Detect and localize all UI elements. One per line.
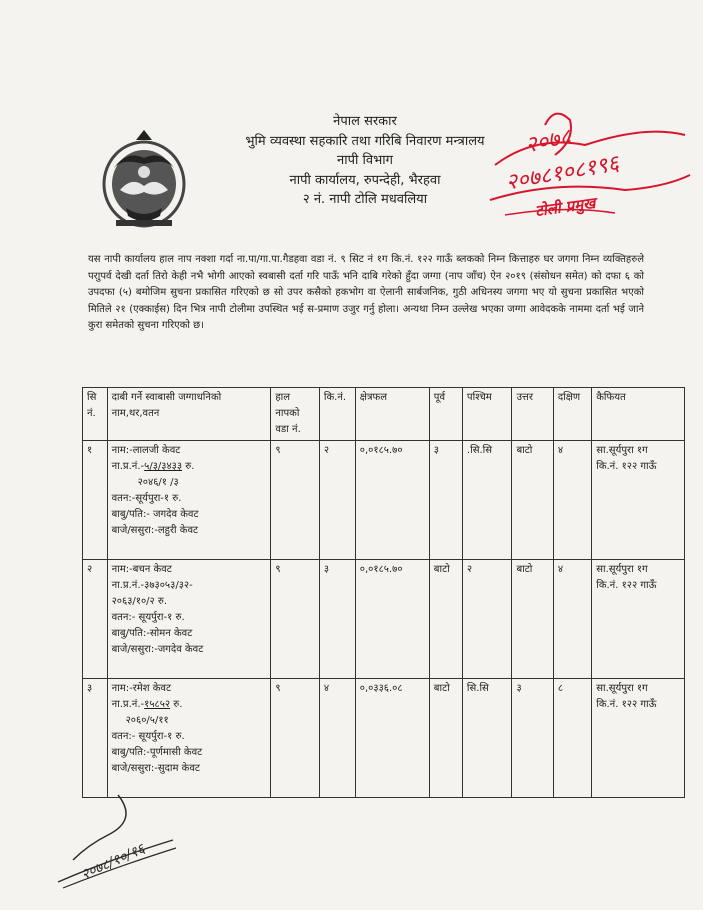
cell-area: ०,०१८५.७०: [355, 441, 429, 560]
notice-paragraph: यस नापी कार्यालय हाल नाप नक्शा गर्दा ना.पा/गा.पा.गैडहवा वडा नं. ९ सिट नं १ग कि.नं. १२२ गाऊँ ब्लकको निम्न कित्ताहरु घर जगगा निम्न व्यक्तिहरुले पराुपर्व देखी दर्ता तिरो केही नभै भोगी आएको स्वबासी दर्ता गरि पाऊँ भनि दाबि गरेको हुँदा जग्गा (नाप जाँच) ऐन २०१९ (संसोधन समेत) को दफा ६ को उपदफा (५) बमोजिम सुचना प्रकासित गरिएको छ सो उपर कसैको हकभोग वा ऐलानी सार्बजनिक, गुठी अधिनस्य जगगा भए यो सुचना प्रकासित भएको मितिले २१ (एक्काईस) दिन भित्र नापी टोलीमा उपस्थित भई स-प्रमाण उजुर गर्नु होला। अन्यथा निम्न उल्लेख भएका जग्गा आवेदकके नाममा दर्ता भई जाने कुरा समेतको सुचना गरिएको छ।: [88, 254, 644, 331]
cell-kitta: ४: [319, 679, 355, 798]
citizenship-date: २०६३/१०/२ रु.: [111, 596, 168, 607]
signature-date: २०७८१०८१९६: [503, 151, 621, 196]
citizenship-no: [112, 697, 267, 713]
header-ward: हाल नापको वडा नं.: [271, 388, 320, 441]
citizenship-no: [112, 459, 267, 475]
cell-west: सि.सि: [462, 679, 512, 798]
cell-sn: ३: [83, 679, 108, 798]
citizenship-label: ना.प्र.नं.-: [111, 461, 145, 472]
claimant-father: बाबु/पति:-पूर्णमासी केवट: [111, 747, 203, 758]
header-remarks: कैफियत: [592, 388, 685, 441]
cell-claimant: [107, 560, 271, 679]
remarks-line1: सा.सूर्यपुरा १ग: [596, 683, 648, 694]
header-east: पूर्व: [429, 388, 462, 441]
claimant-name: नाम:-लालजी केवट: [111, 445, 181, 456]
citizenship-suffix: रु.: [182, 461, 195, 472]
cell-south: ४: [553, 560, 591, 679]
citizenship-number: १५८५२: [144, 699, 171, 710]
cell-kitta: २: [319, 441, 355, 560]
cell-sn: २: [83, 560, 108, 679]
claimant-name: नाम:-रमेश केवट: [111, 683, 172, 694]
cell-west: .सि.सि: [462, 441, 512, 560]
header-west: पश्चिम: [462, 388, 512, 441]
cell-remarks: [592, 679, 685, 798]
team-name: २ नं. नापी टोलि मधवलिया: [302, 192, 428, 207]
cell-remarks: [592, 560, 685, 679]
nepal-emblem-icon: [96, 128, 192, 232]
cell-west: २: [462, 560, 512, 679]
department-name: नापी विभाग: [337, 153, 393, 168]
citizenship-date: २०४६/१ /३: [137, 477, 179, 488]
cell-ward: ९: [271, 679, 320, 798]
claimant-grandfather: बाजे/ससुरा:-लहुरी केवट: [111, 525, 199, 536]
claimant-grandfather: बाजे/ससुरा:-जगदेव केवट: [111, 644, 204, 655]
citizenship-date: २०६०/५/११: [125, 715, 169, 726]
cell-area: ०,०३३६.०८: [355, 679, 429, 798]
ministry-name: भुमि व्यवस्था सहकारि तथा गरिबि निवारण मन्त्रालय: [245, 133, 485, 149]
header-south: दक्षिण: [553, 388, 591, 441]
cell-kitta: ३: [319, 560, 355, 679]
cell-ward: ९: [271, 441, 320, 560]
cell-south: ४: [553, 441, 591, 560]
cell-ward: ९: [271, 560, 320, 679]
header-north: उत्तर: [512, 388, 553, 441]
cell-remarks: [592, 441, 685, 560]
cell-claimant: [107, 441, 271, 560]
cell-east: बाटो: [429, 560, 462, 679]
header-claimant: दाबी गर्ने स्वाबासी जग्गाधनिको नाम,थर,वतन: [107, 388, 271, 441]
table-row: [83, 441, 685, 560]
citizenship-number: ५/३/३४३३: [144, 461, 183, 472]
table-row: [83, 679, 685, 798]
signature-title: टोली प्रमुख: [534, 193, 597, 221]
header-kitta: कि.नं.: [319, 388, 355, 441]
claimant-address: वतन:-सूर्यपुरा-१ रु.: [111, 493, 182, 504]
citizenship-no: [112, 578, 267, 594]
claimant-address: वतन:- सूयर्पुरा-१ रु.: [111, 612, 185, 623]
cell-area: ०,०१८५.७०: [355, 560, 429, 679]
bottom-signature: [48, 790, 178, 890]
citizenship-suffix: रु.: [170, 699, 183, 710]
table-row: [83, 560, 685, 679]
remarks-line2: कि.नं. १२२ गाऊँ: [596, 461, 657, 472]
claimant-father: बाबु/पति:- जगदेव केवट: [111, 509, 199, 520]
header-area: क्षेत्रफल: [355, 388, 429, 441]
cell-north: बाटो: [512, 560, 553, 679]
bottom-signature-date: २०७८/१०/१६: [78, 841, 148, 884]
claimant-name: नाम:-बचन केवट: [111, 564, 172, 575]
cell-claimant: [107, 679, 271, 798]
cell-north: ३: [512, 679, 553, 798]
remarks-line1: सा.सूर्यपुरा १ग: [596, 445, 648, 456]
cell-south: ८: [553, 679, 591, 798]
table-header-row: [83, 388, 685, 441]
citizenship-label: ना.प्र.नं.-: [111, 699, 145, 710]
remarks-line2: कि.नं. १२२ गाऊँ: [596, 580, 657, 591]
cell-east: ३: [429, 441, 462, 560]
header-sn: सि नं.: [83, 388, 108, 441]
signature-year: २०७८: [523, 124, 574, 159]
claims-table: [82, 387, 685, 798]
remarks-line2: कि.नं. १२२ गाऊँ: [596, 699, 657, 710]
office-name: नापी कार्यालय, रुपन्देही, भैरहवा: [289, 172, 441, 188]
remarks-line1: सा.सूर्यपुरा १ग: [596, 564, 648, 575]
citizenship-number: ३७३०५३/३२-: [144, 580, 193, 591]
citizenship-label: ना.प्र.नं.-: [111, 580, 145, 591]
cell-sn: १: [83, 441, 108, 560]
claimant-address: वतन:- सूयर्पुरा-१ रु.: [111, 731, 185, 742]
cell-north: बाटो: [512, 441, 553, 560]
country-name: नेपाल सरकार: [333, 114, 397, 129]
cell-east: बाटो: [429, 679, 462, 798]
claimant-grandfather: बाजे/ससुरा:-सुदाम केवट: [111, 763, 200, 774]
claimant-father: बाबु/पति:-सोमन केवट: [111, 628, 193, 639]
signature-stamp: [475, 95, 700, 245]
